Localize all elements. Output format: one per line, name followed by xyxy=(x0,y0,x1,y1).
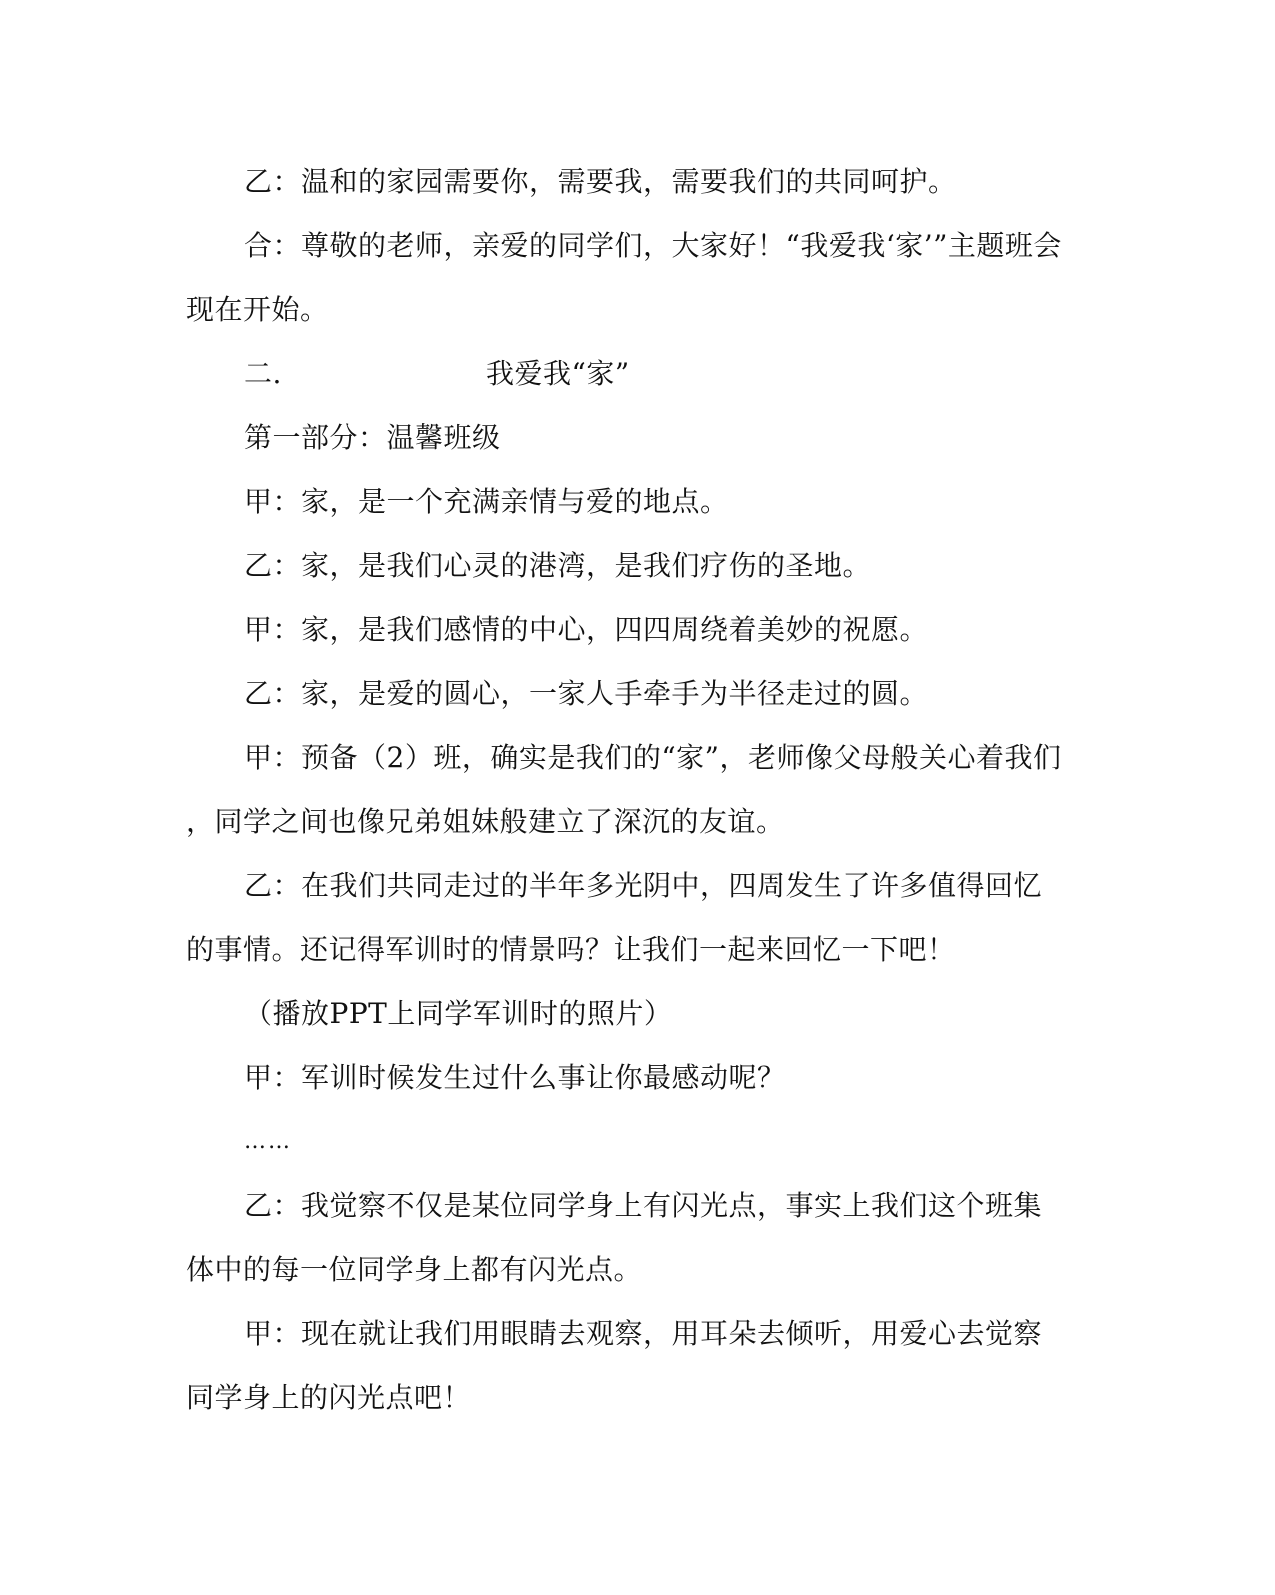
paragraph-line: 甲：家，是一个充满亲情与爱的地点。 xyxy=(244,485,729,518)
paragraph-line: 甲：军训时候发生过什么事让你最感动呢？ xyxy=(244,1061,786,1094)
section-number: 二. xyxy=(244,357,282,390)
paragraph-line: 甲：现在就让我们用眼睛去观察，用耳朵去倾听，用爱心去觉察 xyxy=(244,1317,1043,1350)
part-heading: 第一部分：温馨班级 xyxy=(244,421,501,454)
paragraph-line: 合：尊敬的老师，亲爱的同学们，大家好！“我爱我‘家’”主题班会 xyxy=(244,229,1062,262)
section-title: 我爱我“家” xyxy=(486,357,630,390)
stage-direction: （播放PPT上同学军训时的照片） xyxy=(244,997,673,1030)
paragraph-line: 乙：我觉察不仅是某位同学身上有闪光点，事实上我们这个班集 xyxy=(244,1189,1043,1222)
paragraph-line: 体中的每一位同学身上都有闪光点。 xyxy=(186,1253,643,1286)
paragraph-line: ，同学之间也像兄弟姐妹般建立了深沉的友谊。 xyxy=(186,805,785,838)
paragraph-line: 甲：家，是我们感情的中心，四四周绕着美妙的祝愿。 xyxy=(244,613,929,646)
paragraph-line: 乙：家，是我们心灵的港湾，是我们疗伤的圣地。 xyxy=(244,549,872,582)
paragraph-line: 乙：在我们共同走过的半年多光阴中，四周发生了许多值得回忆 xyxy=(244,869,1043,902)
paragraph-line: 乙：家，是爱的圆心，一家人手牵手为半径走过的圆。 xyxy=(244,677,929,710)
paragraph-line: 甲：预备（2）班，确实是我们的“家”，老师像父母般关心着我们 xyxy=(244,741,1062,774)
paragraph-line: 的事情。还记得军训时的情景吗？让我们一起来回忆一下吧！ xyxy=(186,933,956,966)
paragraph-line: 乙：温和的家园需要你，需要我，需要我们的共同呵护。 xyxy=(244,165,957,198)
paragraph-line: 现在开始。 xyxy=(186,293,329,326)
ellipsis-line: …… xyxy=(244,1129,292,1154)
paragraph-line: 同学身上的闪光点吧！ xyxy=(186,1381,472,1414)
